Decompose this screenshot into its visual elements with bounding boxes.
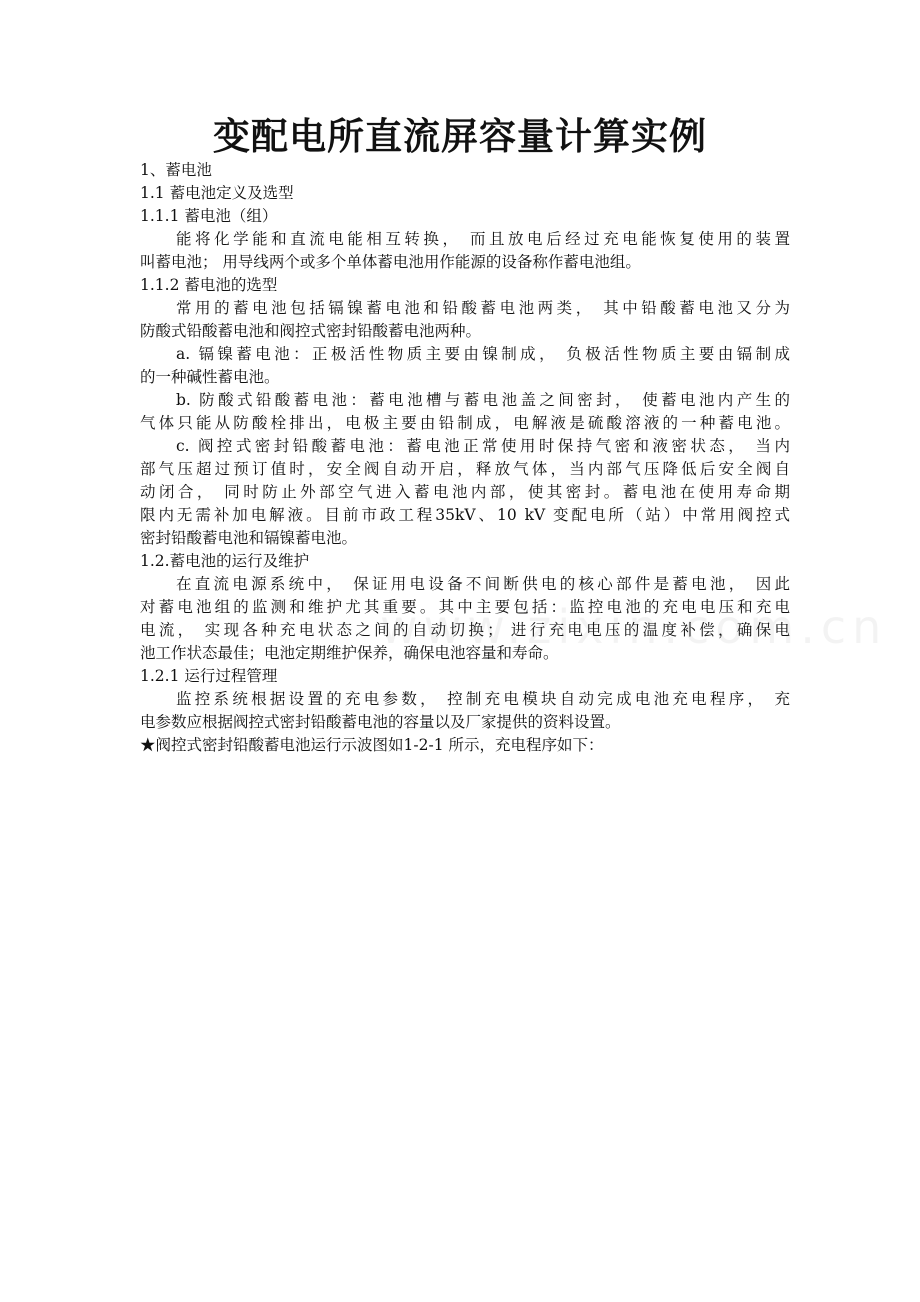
text-line: 1.2.1 运行过程管理 [140,667,278,685]
text-line: 1.1.2 蓄电池的选型 [140,276,278,294]
text-line: 监控系统根据设置的充电参数， 控制充电模块自动完成电池充电程序， 充 [176,690,790,708]
text-line: 防酸式铅酸蓄电池和阀控式密封铅酸蓄电池两种。 [140,322,482,340]
text-line: 密封铅酸蓄电池和镉镍蓄电池。 [140,529,358,547]
text-line: 1、蓄电池 [140,161,212,179]
document-body [140,159,790,757]
text-line: 叫蓄电池； 用导线两个或多个单体蓄电池用作能源的设备称作蓄电池组。 [140,253,641,271]
text-line: 1.2.蓄电池的运行及维护 [140,552,310,570]
text-line: 对蓄电池组的监测和维护尤其重要。其中主要包括：监控电池的充电电压和充电 [140,598,790,616]
text-line: 部气压超过预订值时，安全阀自动开启，释放气体，当内部气压降低后安全阀自 [140,460,790,478]
text-line: 动闭合， 同时防止外部空气进入蓄电池内部，使其密封。蓄电池在使用寿命期 [140,483,790,501]
text-line: 气体只能从防酸栓排出，电极主要由铅制成，电解液是硫酸溶液的一种蓄电池。 [140,414,790,432]
document-title: 变配电所直流屏容量计算实例 [213,114,707,158]
text-line: c. 阀控式密封铅酸蓄电池：蓄电池正常使用时保持气密和液密状态， 当内 [176,437,790,455]
text-line: 的一种碱性蓄电池。 [140,368,280,386]
text-line: 电参数应根据阀控式密封铅酸蓄电池的容量以及厂家提供的资料设置。 [140,713,621,731]
text-line: ★阀控式密封铅酸蓄电池运行示波图如1-2-1 所示，充电程序如下： [140,736,604,754]
text-line: 在直流电源系统中， 保证用电设备不间断供电的核心部件是蓄电池， 因此 [176,575,790,593]
text-line: 1.1 蓄电池定义及选型 [140,184,294,202]
text-line: 池工作状态最佳；电池定期维护保养，确保电池容量和寿命。 [140,644,559,662]
text-line: b. 防酸式铅酸蓄电池：蓄电池槽与蓄电池盖之间密封， 使蓄电池内产生的 [176,391,790,409]
text-line: 电流， 实现各种充电状态之间的自动切换； 进行充电电压的温度补偿，确保电 [140,621,790,639]
text-line: 能将化学能和直流电能相互转换， 而且放电后经过充电能恢复使用的装置 [176,230,790,248]
text-line: 常用的蓄电池包括镉镍蓄电池和铅酸蓄电池两类， 其中铅酸蓄电池又分为 [176,299,790,317]
text-line: 1.1.1 蓄电池（组） [140,207,278,225]
text-line: 限内无需补加电解液。目前市政工程35kV、10 kV 变配电所（站）中常用阀控式 [140,506,790,524]
text-line: a. 镉镍蓄电池：正极活性物质主要由镍制成， 负极活性物质主要由镉制成 [176,345,790,363]
